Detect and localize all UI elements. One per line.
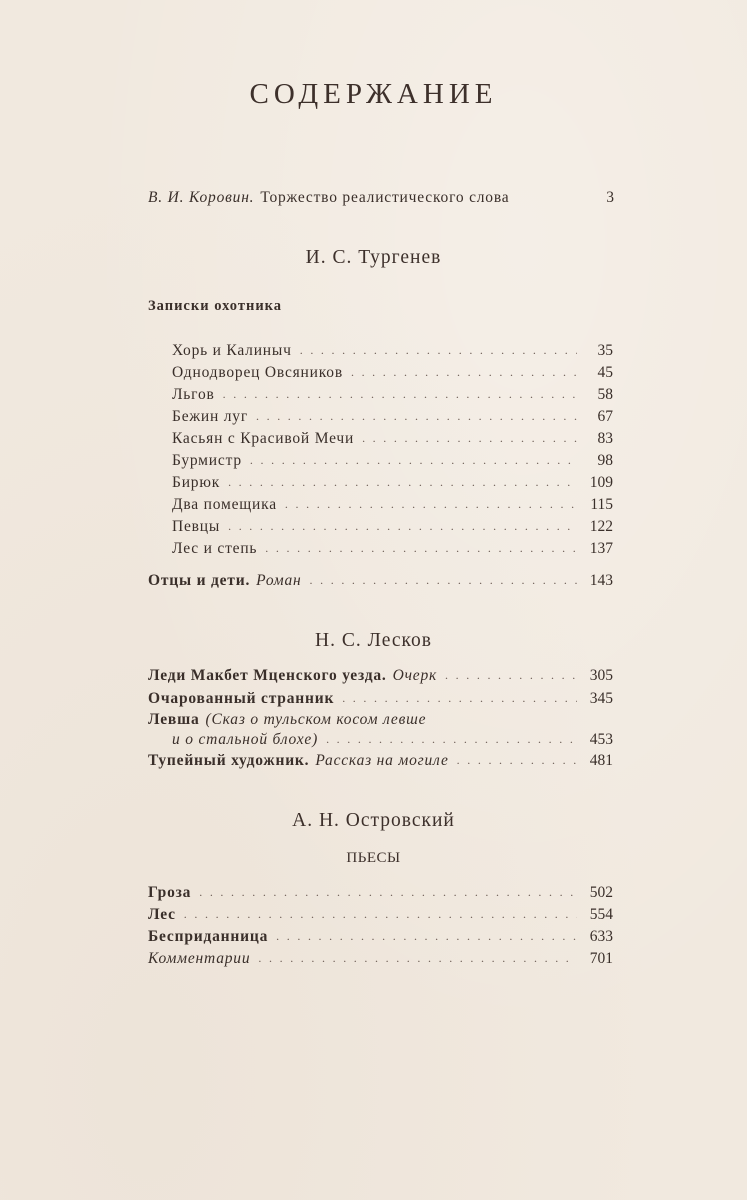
dot-leader <box>250 453 577 468</box>
toc-entry[interactable] <box>172 496 613 518</box>
entry-title: Левша <box>148 711 200 728</box>
dot-leader <box>258 951 577 966</box>
dot-leader <box>228 519 577 534</box>
dot-leader <box>351 365 577 380</box>
dot-leader <box>228 475 577 490</box>
page-number: 481 <box>589 752 613 769</box>
toc-entry[interactable] <box>172 452 613 474</box>
toc-entry[interactable] <box>148 667 613 689</box>
toc-entry-continuation[interactable] <box>172 731 613 753</box>
entry-genre: Рассказ на могиле <box>315 752 449 769</box>
entry-title: Леди Макбет Мценского уезда. <box>148 667 387 684</box>
toc-entry[interactable] <box>148 928 613 950</box>
page-number: 453 <box>589 731 613 748</box>
page-number: 98 <box>597 452 613 469</box>
page-number: 3 <box>606 189 614 206</box>
entry-title: Льгов <box>172 386 215 403</box>
dot-leader <box>265 541 577 556</box>
entry-title: Бежин луг <box>172 408 248 425</box>
toc-entry[interactable] <box>148 884 613 906</box>
entry-title: Тупейный художник. <box>148 752 310 769</box>
toc-entry-multiline[interactable] <box>148 711 613 733</box>
entry-title: Лес и степь <box>172 540 258 557</box>
entry-title: Отцы и дети. <box>148 572 251 589</box>
entry-title: Бесприданница <box>148 928 269 945</box>
dot-leader <box>199 885 577 900</box>
entry-title: Касьян с Красивой Мечи <box>172 430 355 447</box>
collection-heading: Записки охотника <box>148 298 283 314</box>
toc-entry[interactable] <box>148 690 613 712</box>
author-heading-ostrovsky: А. Н. Островский <box>292 810 455 831</box>
story-list <box>172 342 613 562</box>
dot-leader <box>184 907 577 922</box>
page-number: 83 <box>597 430 613 447</box>
toc-entry[interactable] <box>148 752 613 774</box>
toc-entry[interactable] <box>148 950 613 972</box>
entry-title: Гроза <box>148 884 192 901</box>
page-number: 45 <box>597 364 613 381</box>
page-number: 58 <box>597 386 613 403</box>
dot-leader <box>310 573 577 588</box>
entry-title: Комментарии <box>148 950 251 967</box>
page-number: 109 <box>589 474 613 491</box>
page-number: 701 <box>589 950 613 967</box>
dot-leader <box>342 691 577 706</box>
toc-entry[interactable] <box>172 518 613 540</box>
toc-entry-novel[interactable] <box>148 572 613 594</box>
entry-title: Однодворец Овсяников <box>172 364 343 381</box>
entry-title: Хорь и Калиныч <box>172 342 292 359</box>
entry-genre: (Сказ о тульском косом левше <box>205 711 427 728</box>
entry-genre-continued: и о стальной блохе) <box>172 731 319 748</box>
page-number: 137 <box>589 540 613 557</box>
entry-title: Очарованный странник <box>148 690 335 707</box>
toc-entry[interactable] <box>172 408 613 430</box>
page-number: 67 <box>597 408 613 425</box>
dot-leader <box>300 343 577 358</box>
page-number: 35 <box>597 342 613 359</box>
toc-entry[interactable] <box>172 474 613 496</box>
page-number: 554 <box>589 906 613 923</box>
intro-author: В. И. Коровин. <box>148 189 255 206</box>
dot-leader <box>457 753 577 768</box>
page-number: 115 <box>590 496 613 513</box>
toc-entry[interactable] <box>148 906 613 928</box>
page-number: 122 <box>589 518 613 535</box>
page-title: СОДЕРЖАНИЕ <box>249 78 498 110</box>
dot-leader <box>256 409 577 424</box>
page-number: 305 <box>589 667 613 684</box>
intro-title: Торжество реалистического слова <box>260 189 510 206</box>
toc-entry[interactable] <box>172 342 613 364</box>
author-heading-turgenev: И. С. Тургенев <box>305 247 442 268</box>
toc-entry[interactable] <box>172 430 613 452</box>
dot-leader <box>276 929 577 944</box>
toc-entry-intro[interactable] <box>148 189 614 211</box>
page-number: 502 <box>589 884 613 901</box>
author-heading-leskov: Н. С. Лесков <box>315 630 432 651</box>
dot-leader <box>445 668 577 683</box>
entry-title: Два помещика <box>172 496 277 513</box>
entry-title: Бурмистр <box>172 452 242 469</box>
plays-list <box>148 884 613 972</box>
toc-entry[interactable] <box>172 540 613 562</box>
page-number: 633 <box>589 928 613 945</box>
page-number: 345 <box>589 690 613 707</box>
entry-title: Певцы <box>172 518 221 535</box>
entry-title: Лес <box>148 906 176 923</box>
page-number: 143 <box>589 572 613 589</box>
dot-leader <box>223 387 577 402</box>
entry-genre: Очерк <box>392 667 438 684</box>
dot-leader <box>362 431 577 446</box>
subsection-heading: ПЬЕСЫ <box>346 850 401 866</box>
entry-title: Бирюк <box>172 474 221 491</box>
toc-entry[interactable] <box>172 386 613 408</box>
toc-entry[interactable] <box>172 364 613 386</box>
entry-genre: Роман <box>256 572 302 589</box>
dot-leader <box>326 732 577 747</box>
dot-leader <box>285 497 577 512</box>
